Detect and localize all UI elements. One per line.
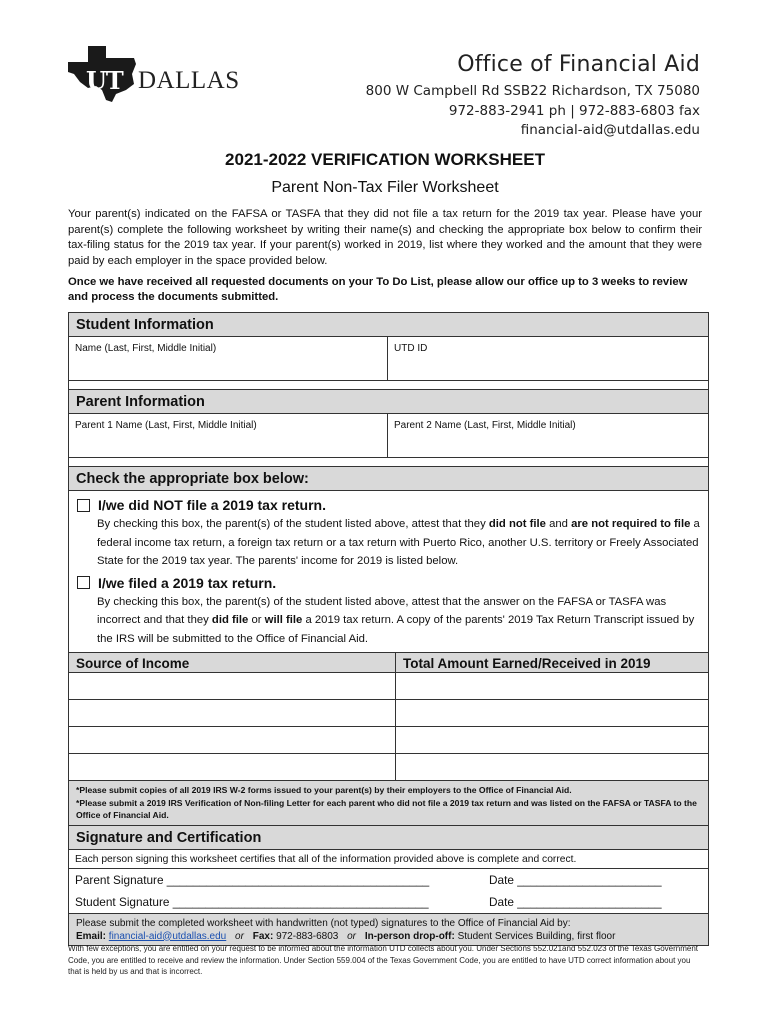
nonfiling-letter-note: *Please submit a 2019 IRS Verification of Non-filing Letter for each parent who did not file a 2019 tax return and was listed on the FAFSA or TASFA to the Office of Financial Aid. [76,797,697,820]
table-row [69,673,708,700]
income-source-input[interactable] [69,673,396,699]
parent-info-heading: Parent Information [69,390,708,414]
fax-label: Fax: [252,930,274,942]
inperson-label: In-person drop-off: [364,930,455,942]
filed-checkbox[interactable] [77,576,90,589]
utd-logo [66,44,256,104]
student-info-heading: Student Information [69,313,708,337]
worksheet-form [68,312,709,946]
income-amount-input[interactable] [396,727,708,753]
submit-methods [76,930,701,943]
income-source-header: Source of Income [69,653,396,672]
page-title: 2021-2022 VERIFICATION WORKSHEET [225,150,545,169]
office-email: financial-aid@utdallas.edu [520,122,700,138]
income-amount-input[interactable] [396,673,708,699]
student-signature-line[interactable]: Student Signature _______________________________________ [75,894,429,909]
fax-number: 972-883-6803 [276,930,339,942]
page-header [0,0,770,145]
w2-note: *Please submit copies of all 2019 IRS W-2 forms issued to your parent(s) by their employers to the Office of Financial Aid. [76,785,572,795]
parent-signature-line[interactable]: Parent Signature ________________________________________ [75,872,430,887]
student-date-line[interactable]: Date ______________________ [489,894,662,909]
section-spacer [69,380,708,390]
student-info-row [69,337,708,380]
filed-description: By checking this box, the parent(s) of the student listed above, attest that the answer on the FAFSA or TASFA was incorrect and that they did file or will file a 2019 tax return. A copy of the parents' 2019 Tax Return Transcript issued by the IRS will be submitted to the Office of Financial Aid. [97,595,695,645]
income-source-input[interactable] [69,727,396,753]
email-label: Email: [76,930,107,942]
logo-dallas-text: DALLAS [138,67,240,94]
table-row [69,727,708,754]
parent1-name-field[interactable] [69,414,388,457]
income-table-header [69,652,708,673]
or-text: or [235,930,244,942]
parent2-name-label: Parent 2 Name (Last, First, Middle Initial) [394,420,576,431]
table-row [69,754,708,781]
did-not-file-checkbox[interactable] [77,499,90,512]
intro-paragraph: Your parent(s) indicated on the FAFSA or TASFA that they did not file a tax return for the 2019 tax year. Please have your parent(s) complete the following worksheet by writing their name(s) and checking the appropriate box below to confirm their tax-filing status for the 2019 tax year. If your parent(s) worked in 2019, list where they worked and the amount that they were paid by each employer in the space provided below. [68,208,702,267]
office-phones: 972-883-2941 ph | 972-883-6803 fax [448,102,700,119]
parent-signature-row [69,869,708,891]
check-box-heading: Check the appropriate box below: [69,467,708,491]
student-name-label: Name (Last, First, Middle Initial) [75,343,217,354]
inperson-location: Student Services Building, first floor [457,930,616,942]
page-subtitle: Parent Non-Tax Filer Worksheet [271,179,499,196]
processing-notice: Once we have received all requested documents on your To Do List, please allow our office up to 3 weeks to review and process the documents submitted. [68,276,688,303]
parent-info-row [69,414,708,457]
option-did-not-file[interactable] [75,497,702,513]
submit-line: Please submit the completed worksheet with handwritten (not typed) signatures to the Office of Financial Aid by: [76,917,571,929]
submission-notes [69,781,708,826]
parent2-name-field[interactable] [388,414,708,457]
certification-statement: Each person signing this worksheet certifies that all of the information provided above is complete and correct. [69,850,708,869]
student-id-field[interactable] [388,337,708,380]
signature-heading: Signature and Certification [69,826,708,850]
did-not-file-description: By checking this box, the parent(s) of the student listed above, attest that they did not file and are not required to file a federal income tax return, a foreign tax return or a tax return with Puerto Rico, another U.S. territory or Freely Associated State for the 2019 tax year. The parents' income for 2019 is listed below. [97,518,700,567]
student-name-field[interactable] [69,337,388,380]
income-amount-header: Total Amount Earned/Received in 2019 [403,656,651,671]
student-id-label: UTD ID [394,343,428,354]
income-source-input[interactable] [69,754,396,780]
table-row [69,700,708,727]
office-contact-block [366,52,700,141]
office-address: 800 W Campbell Rd SSB22 Richardson, TX 75080 [365,83,700,99]
submission-instructions [69,913,708,945]
student-signature-row [69,891,708,913]
income-amount-input[interactable] [396,754,708,780]
filing-status-options [69,491,708,648]
or-text: or [347,930,357,942]
filed-label: I/we filed a 2019 tax return. [98,574,277,591]
income-amount-input[interactable] [396,700,708,726]
section-spacer [69,457,708,467]
privacy-footer: With few exceptions, you are entitled on your request to be informed about the information UTD collects about you. Under Sections 552.021and 552.023 of the Texas Government Code, you are entitled to receive and review the information. Under Section 559.004 of the Texas Government Code, you are entitled to have UTD correct information about you that is held by us and that is incorrect. [68,944,698,976]
did-not-file-label: I/we did NOT file a 2019 tax return. [98,497,326,513]
logo-ut-text: UT [86,66,123,95]
parent-date-line[interactable]: Date ______________________ [489,872,662,887]
income-source-input[interactable] [69,700,396,726]
parent1-name-label: Parent 1 Name (Last, First, Middle Initial) [75,420,257,431]
office-name: Office of Financial Aid [457,52,700,77]
email-link[interactable]: financial-aid@utdallas.edu [108,930,227,942]
option-filed[interactable] [75,575,702,591]
